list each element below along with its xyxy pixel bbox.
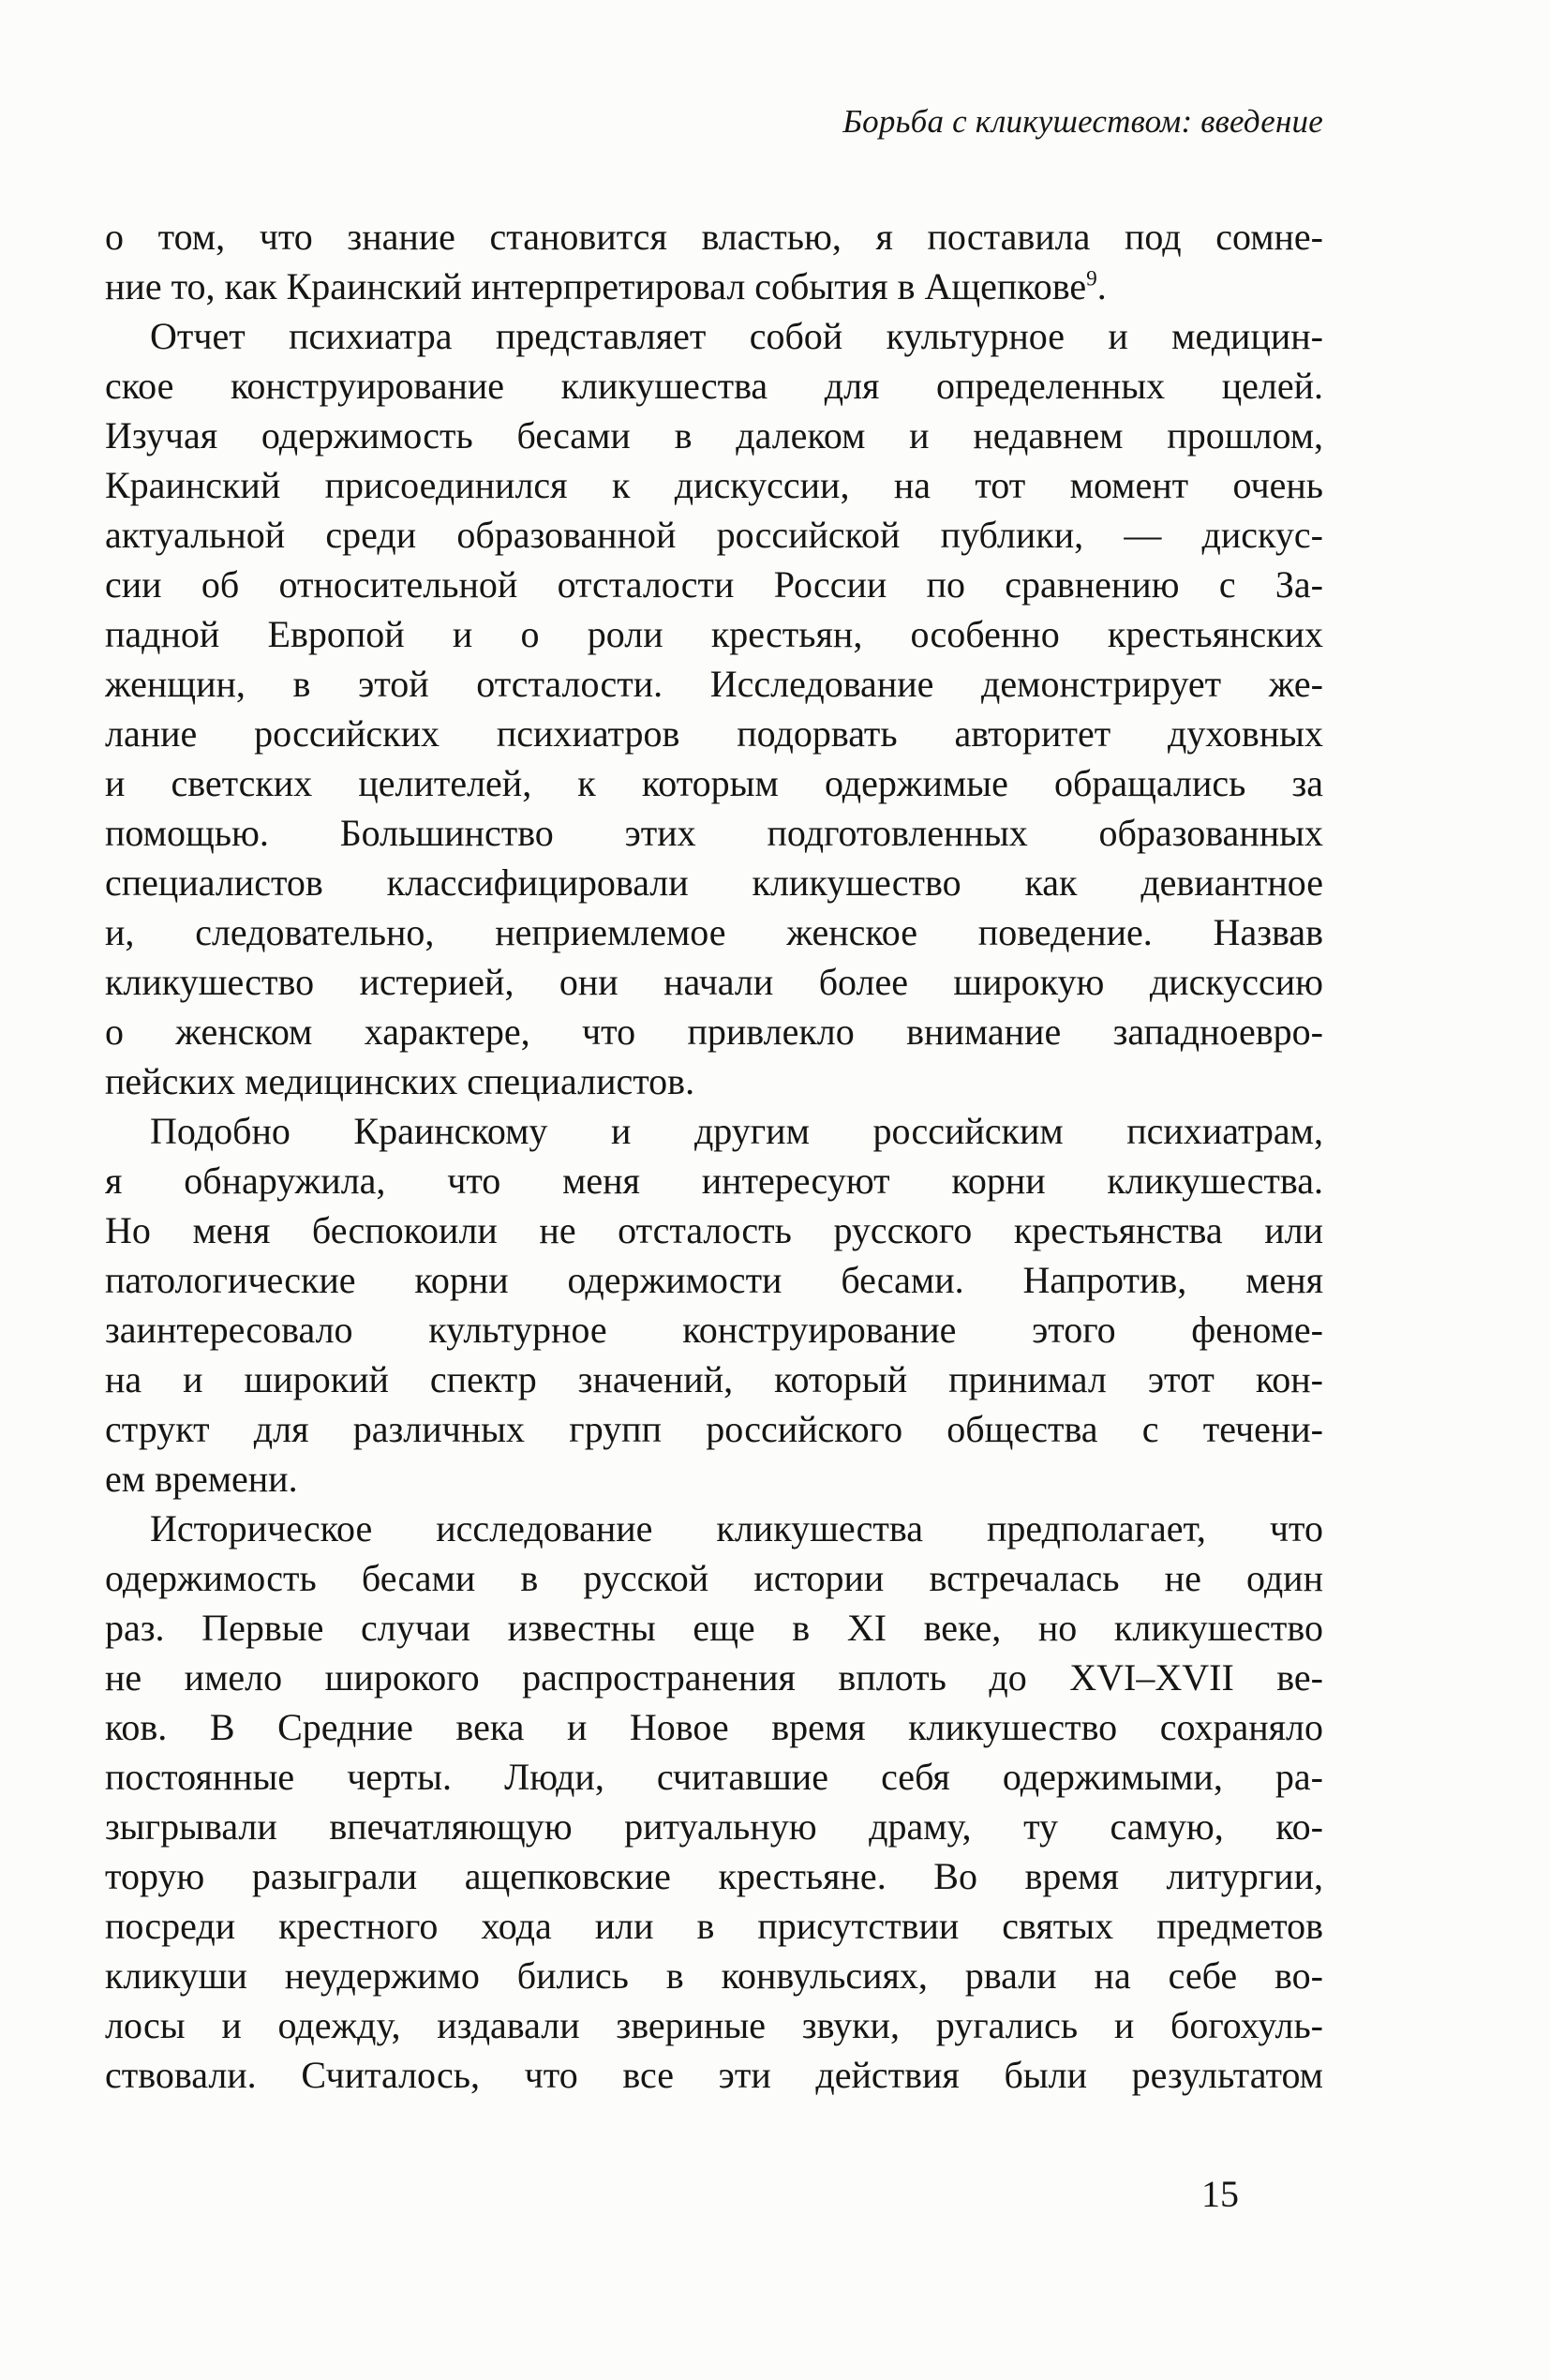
text-line: Подобно Краинскому и другим российским психиатрам, [150,1110,1323,1152]
text-line: о женском характере, что привлекло внимание западноевро- [105,1010,1323,1053]
text-line: на и широкий спектр значений, который принимал этот кон- [105,1358,1323,1400]
text-line: не имело широкого распространения вплоть до XVI–XVII ве- [105,1656,1323,1699]
text-line: я обнаружила, что меня интересуют корни кликушества. [105,1160,1323,1202]
text-line: структ для различных групп российского общества с течени- [105,1408,1323,1450]
text-line: патологические корни одержимости бесами. Напротив, меня [105,1259,1323,1301]
text-line: зыгрывали впечатляющую ритуальную драму, ту самую, ко- [105,1805,1323,1848]
text-line: и, следовательно, неприемлемое женское поведение. Назвав [105,911,1323,953]
text-line: торую разыграли ащепковские крестьяне. Во время литургии, [105,1855,1323,1897]
text-line: кликушество истерией, они начали более широкую дискуссию [105,961,1323,1003]
text-line: Изучая одержимость бесами в далеком и недавнем прошлом, [105,414,1323,457]
text-line: лосы и одежду, издавали звериные звуки, ругались и богохуль- [105,2004,1323,2046]
page-number: 15 [1201,2173,1239,2215]
text-line: одержимость бесами в русской истории встречалась не один [105,1557,1323,1599]
text-line: Но меня беспокоили не отсталость русского крестьянства или [105,1209,1323,1251]
text-line: о том, что знание становится властью, я поставила под сомне- [105,216,1323,258]
paragraph [105,212,1323,311]
text-line: посреди крестного хода или в присутствии святых предметов [105,1905,1323,1947]
running-header: Борьба с кликушеством: введение [842,103,1323,140]
paragraph [105,1504,1323,2100]
text-line: лание российских психиатров подорвать авторитет духовных [105,712,1323,755]
text-line: постоянные черты. Люди, считавшие себя одержимыми, ра- [105,1756,1323,1798]
text-line: ское конструирование кликушества для определенных целей. [105,365,1323,407]
text-line: кликуши неудержимо бились в конвульсиях, рвали на себе во- [105,1954,1323,1997]
text-line: актуальной среди образованной российской публики, — дискус- [105,514,1323,556]
text-line: и светских целителей, к которым одержимые обращались за [105,762,1323,804]
text-line: сии об относительной отсталости России по сравнению с За- [105,563,1323,606]
text-line: пейских медицинских специалистов. [105,1060,695,1102]
text-line: Отчет психиатра представляет собой культурное и медицин- [150,315,1323,357]
text-line: раз. Первые случаи известны еще в XI веке, но кликушество [105,1607,1323,1649]
text-line: Краинский присоединился к дискуссии, на тот момент очень [105,464,1323,506]
page-body-text [105,212,1323,2100]
text-line: ем времени. [105,1458,298,1500]
text-line [105,262,1323,311]
line-text-tail: . [1096,265,1107,307]
text-line: заинтересовало культурное конструирование этого феноме- [105,1309,1323,1351]
paragraph [105,311,1323,1106]
text-line: Историческое исследование кликушества предполагает, что [150,1507,1323,1549]
footnote-reference: 9 [1086,266,1097,292]
text-line: специалистов классифицировали кликушество как девиантное [105,861,1323,904]
text-line: помощью. Большинство этих подготовленных образованных [105,812,1323,854]
text-line: ствовали. Считалось, что все эти действия были результатом [105,2054,1323,2096]
line-text: ние то, как Краинский интерпретировал события в Ащепкове [105,265,1087,307]
paragraph [105,1106,1323,1504]
text-line: ков. В Средние века и Новое время кликушество сохраняло [105,1706,1323,1748]
text-line: женщин, в этой отсталости. Исследование демонстрирует же- [105,663,1323,705]
text-line: падной Европой и о роли крестьян, особенно крестьянских [105,613,1323,655]
